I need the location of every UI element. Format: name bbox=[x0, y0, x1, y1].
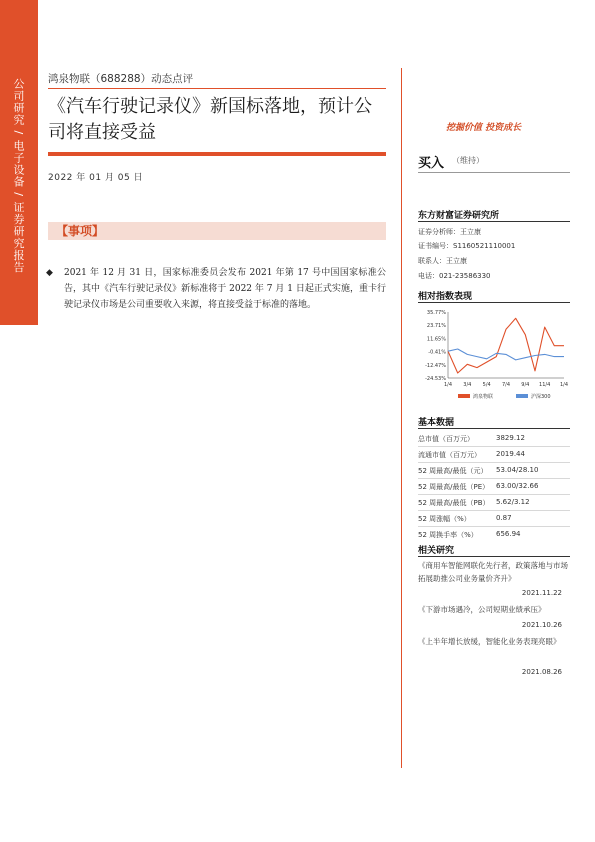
research-rule bbox=[418, 556, 570, 557]
kv-label-turnover: 52 周换手率（%） bbox=[418, 531, 478, 539]
kv-divider bbox=[418, 494, 570, 495]
kv-divider bbox=[418, 526, 570, 527]
x-tick-label: 9/4 bbox=[521, 382, 530, 388]
kv-divider bbox=[418, 478, 570, 479]
diamond-bullet-icon: ◆ bbox=[46, 268, 53, 278]
institute-rule bbox=[418, 221, 570, 222]
kv-label-float-cap: 流通市值（百万元） bbox=[418, 451, 481, 459]
rating-sub: （维持） bbox=[452, 156, 484, 165]
analyst-line: 证券分析师：王立康 bbox=[418, 228, 481, 236]
column-divider bbox=[401, 68, 402, 768]
y-tick-label: -24.53% bbox=[425, 376, 446, 382]
relative-performance-chart bbox=[418, 306, 570, 406]
x-tick-label: 1/4 bbox=[559, 382, 569, 388]
research-title: 相关研究 bbox=[418, 546, 455, 556]
basic-data-title: 基本数据 bbox=[418, 418, 455, 428]
rating-rule bbox=[418, 172, 570, 173]
cert-line: 证书编号：S1160521110001 bbox=[418, 242, 516, 250]
research-item-date: 2021.11.22 bbox=[521, 589, 562, 597]
y-tick-label: -12.47% bbox=[425, 362, 446, 369]
legend-label: 沪深300 bbox=[531, 394, 551, 400]
kv-value-price-range: 53.04/28.10 bbox=[496, 466, 539, 474]
kv-label-gain: 52 周涨幅（%） bbox=[418, 515, 471, 523]
x-tick-label: 5/4 bbox=[482, 382, 491, 388]
event-label: 【事项】 bbox=[56, 224, 105, 238]
kv-label-price-range: 52 周最高/最低（元） bbox=[418, 467, 488, 475]
kv-value-float-cap: 2019.44 bbox=[496, 450, 525, 458]
kv-value-pe-range: 63.00/32.66 bbox=[496, 482, 539, 490]
y-tick-label: -0.41% bbox=[428, 349, 446, 356]
legend-label: 鸿泉物联 bbox=[473, 394, 494, 400]
kv-label-market-cap: 总市值（百万元） bbox=[418, 435, 474, 443]
series-line bbox=[448, 318, 564, 373]
x-tick-label: 7/4 bbox=[501, 382, 511, 388]
kv-divider bbox=[418, 510, 570, 511]
x-tick-label: 11/4 bbox=[539, 382, 551, 388]
basic-data-rule bbox=[418, 428, 570, 429]
kv-value-turnover: 656.94 bbox=[496, 530, 521, 538]
kv-divider bbox=[418, 446, 570, 447]
contact-line: 联系人：王立康 bbox=[418, 257, 467, 265]
x-tick-label: 1/4 bbox=[443, 382, 453, 388]
header-rule bbox=[48, 88, 386, 89]
event-paragraph: 2021 年 12 月 31 日，国家标准委员会发布 2021 年第 17 号中国国家标准公告，其中《汽车行驶记录仪》新标准将于 2022 年 7 月 1 日起正式实施，重卡行驶记录仪市场是公司重要收入来源，将直接受益于标准的落地。 bbox=[64, 268, 386, 310]
institute-name: 东方财富证券研究所 bbox=[418, 211, 500, 221]
research-item-title[interactable]: 《上半年增长放缓，智能化业务表现亮眼》 bbox=[418, 637, 561, 646]
rating-main: 买入 bbox=[418, 156, 445, 171]
report-date: 2022 年 01 月 05 日 bbox=[48, 173, 144, 183]
kv-value-market-cap: 3829.12 bbox=[496, 434, 525, 442]
research-item-title[interactable]: 《商用车智能网联化先行者，政策落地与市场拓展助推公司业务量价齐升》 bbox=[418, 561, 568, 583]
kv-divider bbox=[418, 462, 570, 463]
kv-value-pb-range: 5.62/3.12 bbox=[496, 498, 530, 506]
research-item-title[interactable]: 《下游市场遇冷，公司短期业绩承压》 bbox=[418, 605, 546, 614]
kv-label-pe-range: 52 周最高/最低（PE） bbox=[418, 483, 490, 491]
slogan: 挖掘价值 投资成长 bbox=[446, 123, 522, 133]
performance-rule bbox=[418, 302, 570, 303]
phone-line: 电话：021-23586330 bbox=[418, 272, 491, 280]
series-line bbox=[448, 349, 564, 360]
y-tick-label: 35.77% bbox=[426, 310, 446, 316]
performance-title: 相对指数表现 bbox=[418, 292, 473, 302]
company-header: 鸿泉物联（688288）动态点评 bbox=[48, 73, 194, 85]
research-item-date: 2021.10.26 bbox=[521, 621, 562, 629]
kv-label-pb-range: 52 周最高/最低（PB） bbox=[418, 499, 490, 507]
kv-value-gain: 0.87 bbox=[496, 514, 512, 522]
research-item-date: 2021.08.26 bbox=[521, 668, 562, 676]
legend-swatch bbox=[516, 394, 528, 398]
report-title: 《汽车行驶记录仪》新国标落地，预计公司将直接受益 bbox=[48, 96, 372, 143]
y-tick-label: 11.65% bbox=[426, 336, 446, 343]
title-rule bbox=[48, 152, 386, 156]
legend-swatch bbox=[458, 394, 470, 398]
y-tick-label: 23.71% bbox=[426, 323, 446, 330]
sidebar-category-label: 公司研究 / 电子设备 / 证券研究报告 bbox=[12, 78, 25, 274]
x-tick-label: 3/4 bbox=[463, 382, 472, 388]
